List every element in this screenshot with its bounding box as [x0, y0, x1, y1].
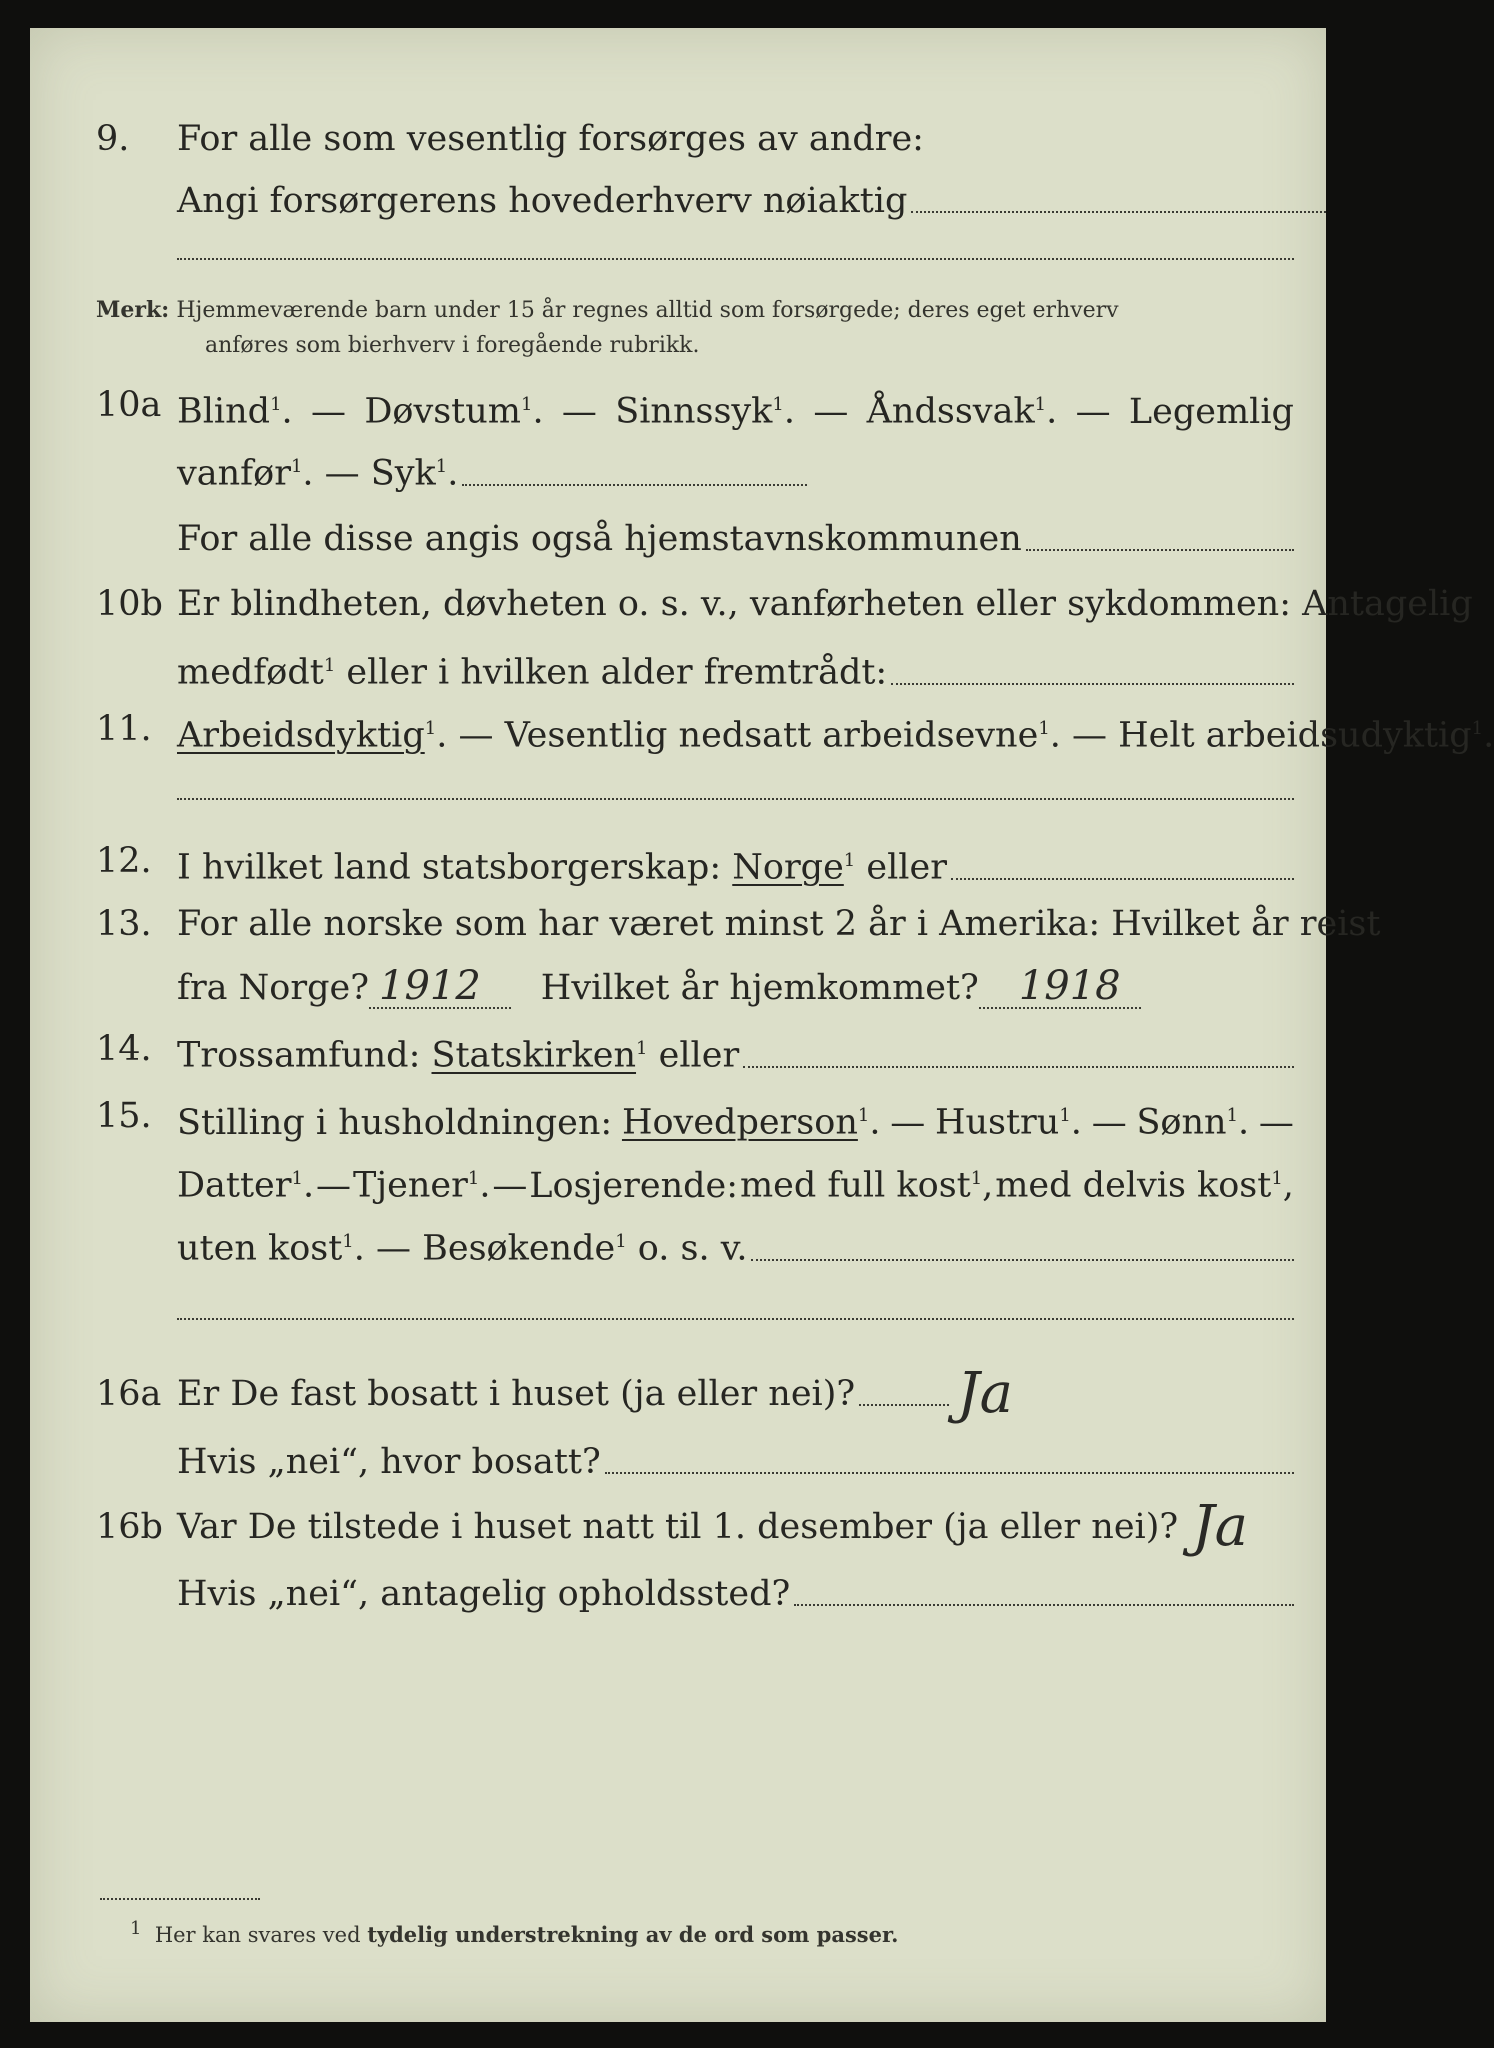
answer-blank	[177, 798, 1294, 800]
footnote-divider	[100, 1898, 260, 1900]
handwritten-year-left: 1912	[369, 965, 511, 1009]
option-syk: Syk	[370, 453, 436, 494]
question-number: 16a	[96, 1374, 162, 1414]
census-form-page: 9. For alle som vesentlig forsørges av andre: Angi forsørgerens hovederhverv nøiaktig Merk: Hjemmeværende barn under 15 år regnes alltid som forsørgede; deres eget erhverv anføres som bierhverv i foregående rubrikk. 10a Blind$^1$. — Døvstum$^1$. — Sinnssyk$^1$. — Åndssvak$^1$. — Legemlig vanfør$^1$. — Syk$^1$. For alle disse angis også hjemstavnskommunen 10b Er blindheten, døvheten o. s. v., vanførheten eller sykdommen: Antagelig medfødt$^1$ eller i hvilken alder fremtrådt: 11. Arbeidsdyktig$^1$. — Vesentlig nedsatt arbeidsevne$^1$. — Helt arbeidsudyktig$^1$. 12. I hvilket land statsborgerskap: Norge$^1$ eller 13. For alle norske som har været minst 2 år i Amerika: Hvilket år reist fra Norge? 1912 Hvilket år hjemkommet? 1918 14. Trossamfund: Statskirken$^1$ eller 15. Stilling i husholdningen: Hovedperson$^1$. — Hustru$^1$. — Sønn$^1$. — Datter$^1$. — Tjener$^1$. — Losjerende: med full kost$^1$, med delvis kost$^1$, uten kost$^1$. — Besøkende$^1$ o. s. v. 16a Er De fast bosatt i huset (ja eller nei)? Ja Hvis „nei“, hvor bosatt? 16b Var De tilstede i huset natt til 1. desember (ja eller nei)? Ja Hvis „nei“, antagelig opholdssted? $^1$ Her kan svares ved tydelig understrekning av de ord som passer.	[30, 28, 1326, 2022]
question-text: For alle norske som har været minst 2 år i Amerika: Hvilket år reist	[177, 904, 1381, 944]
answer-blank	[177, 1318, 1294, 1320]
question-text: Er blindheten, døvheten o. s. v., vanførheten eller sykdommen: Antagelig	[177, 584, 1473, 624]
merk-text: anføres som bierhverv i foregående rubrikk.	[205, 333, 700, 358]
question-text: For alle som vesentlig forsørges av andre:	[177, 119, 924, 159]
answer-underlined-hovedperson: Hovedperson	[621, 1102, 858, 1143]
answer-blank	[911, 211, 1326, 213]
answer-blank	[794, 1604, 1294, 1606]
question-number: 10b	[96, 584, 163, 624]
question-number: 16b	[96, 1507, 163, 1547]
merk-note	[96, 292, 1306, 329]
answer-underlined-arbeidsdyktig: Arbeidsdyktig	[177, 715, 425, 756]
question-number: 11.	[96, 709, 152, 749]
option-blind: Blind	[177, 391, 271, 432]
question-text: For alle disse angis også hjemstavnskommunen	[177, 519, 1022, 559]
handwritten-year-returned: 1918	[979, 965, 1141, 1009]
option-dovstum: Døvstum	[364, 391, 521, 432]
question-number: 14.	[96, 1029, 152, 1069]
answer-blank	[177, 258, 1294, 260]
answer-blank	[743, 1066, 1294, 1068]
question-number: 13.	[96, 904, 152, 944]
question-number: 12.	[96, 841, 152, 881]
handwritten-answer-16b: Ja	[1192, 1494, 1248, 1559]
footnote: $^1$ Her kan svares ved tydelig understrekning av de ord som passer.	[130, 1918, 899, 1947]
merk-label: Merk:	[96, 297, 170, 323]
answer-blank	[951, 878, 1294, 880]
answer-blank	[1026, 549, 1294, 551]
question-number: 10a	[96, 385, 162, 425]
merk-text: Hjemmeværende barn under 15 år regnes alltid som forsørgede; deres eget erhverv	[176, 298, 1119, 323]
question-text: Angi forsørgerens hovederhverv nøiaktig	[177, 181, 908, 221]
merk-note-line-2	[205, 328, 1306, 364]
answer-blank	[751, 1259, 1294, 1261]
handwritten-answer-16a: Ja	[957, 1361, 1013, 1426]
answer-underlined-statskirken: Statskirken	[431, 1035, 637, 1076]
option-sinnssyk: Sinnssyk	[615, 391, 773, 432]
answer-blank	[462, 484, 807, 486]
question-number: 9.	[96, 119, 130, 159]
question-number: 15.	[96, 1096, 152, 1136]
option-legemlig: Legemlig	[1128, 391, 1294, 432]
option-vanfor: vanfør	[177, 453, 291, 494]
answer-blank	[891, 683, 1294, 685]
answer-blank	[859, 1404, 949, 1406]
option-andssvak: Åndssvak	[866, 391, 1035, 432]
answer-blank	[605, 1472, 1294, 1474]
answer-underlined-norge: Norge	[732, 847, 844, 888]
